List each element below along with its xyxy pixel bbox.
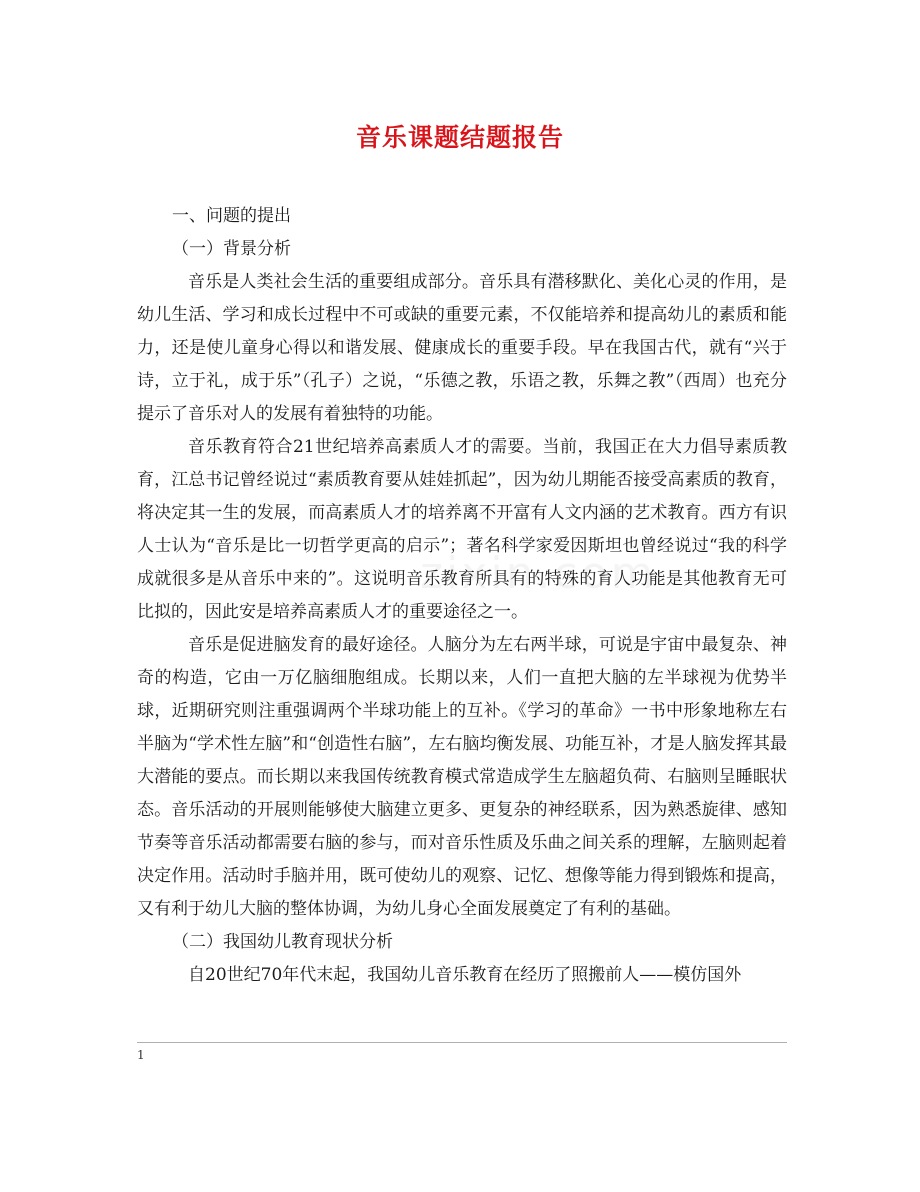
paragraph: 音乐是促进脑发育的最好途径。人脑分为左右两半球，可说是宇宙中最复杂、神奇的构造，它由一万亿脑细胞组成。长期以来，人们一直把大脑的左半球视为优势半球，近期研究则注重强调两个半球功能上的互补。《学习的革命》一书中形象地称左右半脑为“学术性左脑”和“创造性右脑”，左右脑均衡发展、功能互补，才是人脑发挥其最大潜能的要点。而长期以来我国传统教育模式常造成学生左脑超负荷、右脑则呈睡眠状态。音乐活动的开展则能够使大脑建立更多、更复杂的神经联系，因为熟悉旋律、感知节奏等音乐活动都需要右脑的参与，而对音乐性质及乐曲之间关系的理解，左脑则起着决定作用。活动时手脑并用，既可使幼儿的观察、记忆、想像等能力得到锻炼和提高，又有利于幼儿大脑的整体协调，为幼儿身心全面发展奠定了有利的基础。: [137, 635, 787, 919]
subsection-heading: （一）背景分析: [172, 239, 291, 259]
section-heading: 一、问题的提出: [172, 206, 291, 226]
paragraph: 音乐教育符合21世纪培养高素质人才的需要。当前，我国正在大力倡导素质教育，江总书记曾经说过“素质教育要从娃娃抓起”，因为幼儿期能否接受高素质的教育，将决定其一生的发展，而高素质人才的培养离不开富有人文内涵的艺术教育。西方有识人士认为“音乐是比一切哲学更高的启示”；著名科学家爱因斯坦也曾经说过“我的科学成就很多是从音乐中来的”。这说明音乐教育所具有的特殊的育人功能是其他教育无可比拟的，因此安是培养高素质人才的重要途径之一。: [137, 437, 787, 622]
footer-divider: [137, 1042, 787, 1043]
document-body: [137, 200, 787, 992]
paragraph: 自20世纪70年代末起，我国幼儿音乐教育在经历了照搬前人——模仿国外: [188, 965, 742, 985]
document-title: 音乐课题结题报告: [355, 123, 564, 152]
page-number: 1: [137, 1048, 145, 1062]
subsection-heading: （二）我国幼儿教育现状分析: [172, 932, 393, 952]
paragraph: 音乐是人类社会生活的重要组成部分。音乐具有潜移默化、美化心灵的作用，是幼儿生活、学习和成长过程中不可或缺的重要元素，不仅能培养和提高幼儿的素质和能力，还是使儿童身心得以和谐发展、健康成长的重要手段。早在我国古代，就有“兴于诗，立于礼，成于乐”（孔子）之说，“乐德之教，乐语之教，乐舞之教”（西周）也充分提示了音乐对人的发展有着独特的功能。: [137, 272, 787, 424]
